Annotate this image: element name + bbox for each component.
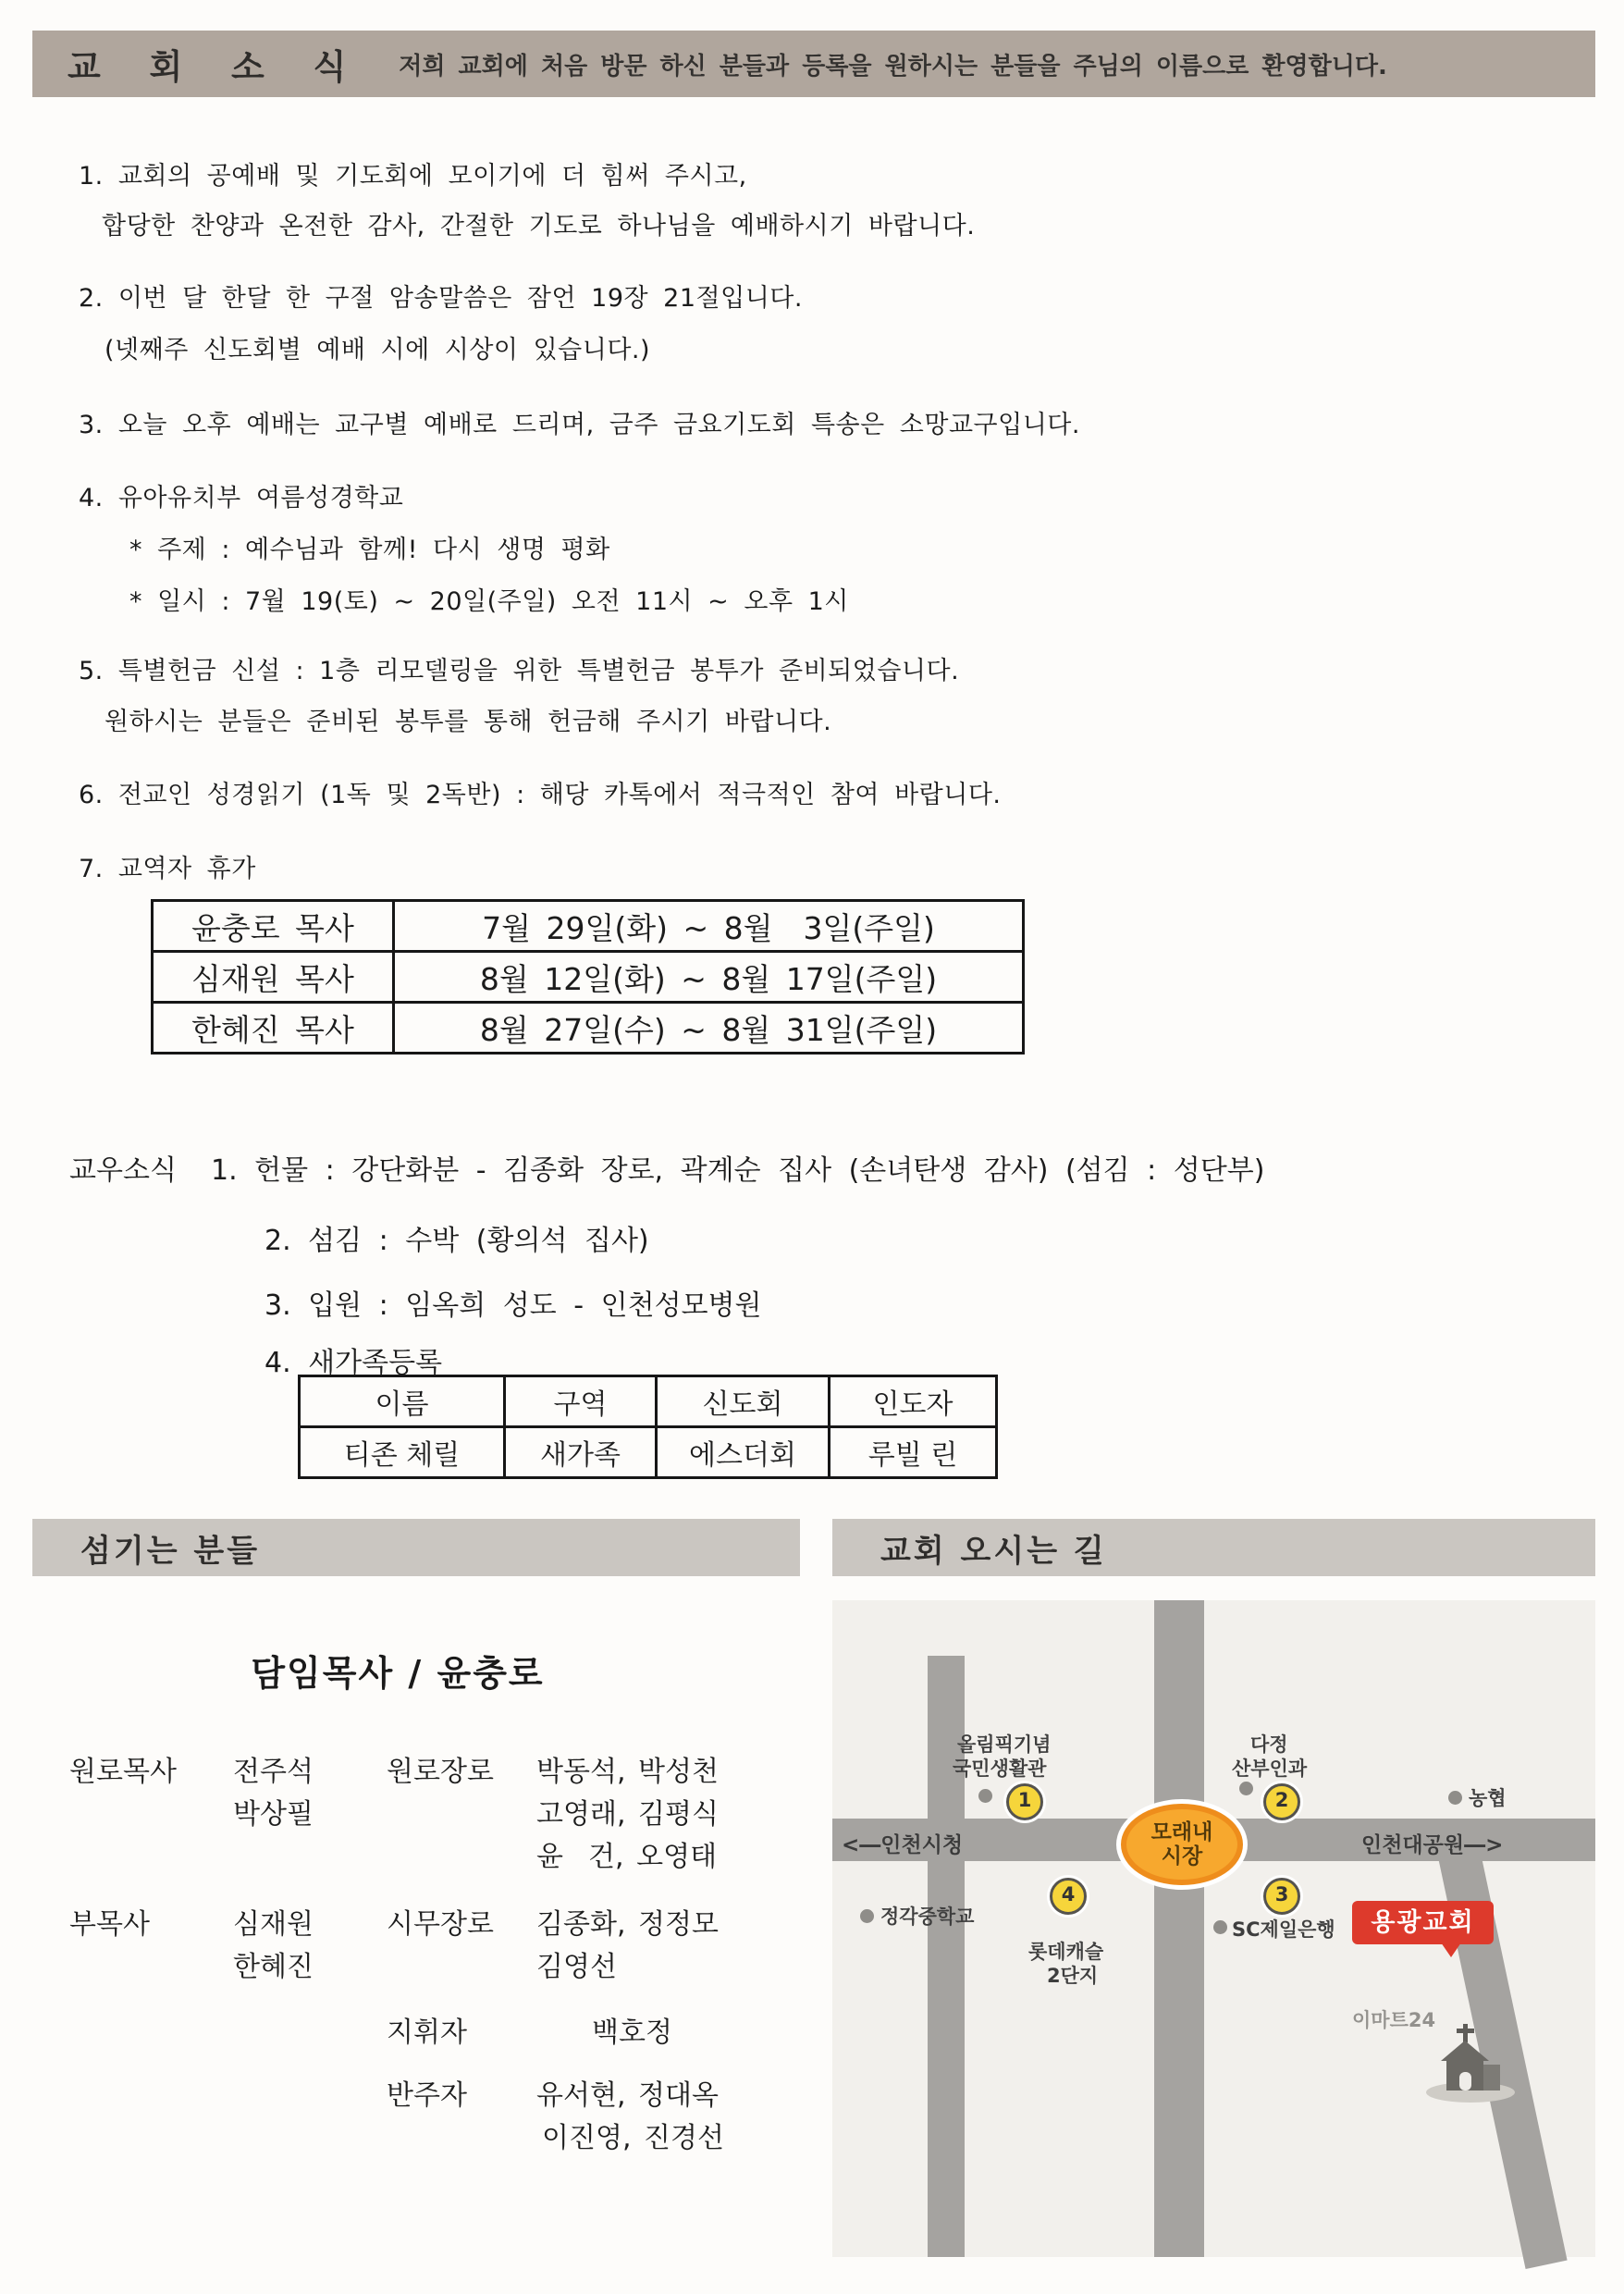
- staff-name: 김영선: [536, 1951, 617, 1983]
- announcement-3: 3. 오늘 오후 예배는 교구별 예배로 드리며, 금주 금요기도회 특송은 소망교구입니다.: [79, 411, 1080, 439]
- staff-name: 박상필: [233, 1798, 314, 1831]
- member-news-item-3: 3. 입원 : 임옥희 성도 - 인천성모병원: [265, 1289, 762, 1322]
- staff-name: 유서현, 정대옥: [536, 2079, 719, 2112]
- announcement-4-date: * 일시 : 7월 19(토) ~ 20일(주일) 오전 11시 ~ 오후 1시: [129, 587, 849, 616]
- servants-section-title: 섬기는 분들: [80, 1532, 261, 1570]
- vacation-period: 8월 12일(화) ~ 8월 17일(주일): [394, 952, 1024, 1003]
- pastor-name: 심재원 목사: [153, 952, 394, 1003]
- role-label-assistant-pastor: 부목사: [69, 1908, 150, 1941]
- map-marker-3: 3: [1263, 1878, 1300, 1915]
- col-header-district: 구역: [505, 1376, 657, 1427]
- announcement-5-line2: 원하시는 분들은 준비된 봉투를 통해 헌금해 주시기 바랍니다.: [105, 708, 832, 736]
- table-row: [300, 1427, 997, 1478]
- poi-dot-dajeong: [1239, 1782, 1253, 1795]
- poi-dot-sc-bank: [1213, 1920, 1227, 1934]
- newcomer-society: 에스더회: [657, 1427, 830, 1478]
- staff-name: 한혜진: [233, 1951, 314, 1983]
- role-label-conductor: 지휘자: [387, 2016, 467, 2049]
- announcement-1-line2: 합당한 찬양과 온전한 감사, 간절한 기도로 하나님을 예배하시기 바랍니다.: [102, 212, 976, 240]
- church-building-icon: [1422, 2018, 1519, 2103]
- market-label-line1: 모래내: [1150, 1820, 1213, 1844]
- announcement-2-line1: 2. 이번 달 한달 한 구절 암송말씀은 잠언 19장 21절입니다.: [79, 284, 803, 313]
- table-row: [153, 901, 1024, 952]
- col-header-society: 신도회: [657, 1376, 830, 1427]
- church-news-header-bar: [32, 31, 1595, 97]
- market-label-line2: 시장: [1161, 1844, 1203, 1868]
- pastor-name: 한혜진 목사: [153, 1003, 394, 1054]
- table-row: [153, 1003, 1024, 1054]
- label-lotte-castle-line2: 2단지: [1047, 1965, 1099, 1987]
- announcement-7: 7. 교역자 휴가: [79, 855, 256, 883]
- announcement-1-line1: 1. 교회의 공예배 및 기도회에 모이기에 더 힘써 주시고,: [79, 162, 747, 191]
- table-row: [153, 952, 1024, 1003]
- role-label-serving-elder: 시무장로: [387, 1908, 494, 1941]
- staff-name: 윤 건, 오영태: [536, 1841, 718, 1873]
- newcomer-name: 티존 체릴: [300, 1427, 505, 1478]
- map-marker-2: 2: [1263, 1783, 1300, 1820]
- vacation-period: 7월 29일(화) ~ 8월 3일(주일): [394, 901, 1024, 952]
- servants-section-bar: [32, 1519, 800, 1576]
- poi-dot-jeonggak: [860, 1909, 874, 1923]
- announcement-6: 6. 전교인 성경읽기 (1독 및 2독반) : 해당 카톡에서 적극적인 참여 바랍니다.: [79, 781, 1002, 809]
- member-news-label: 교우소식: [69, 1154, 177, 1187]
- yongkwang-church-sign: 용광교회: [1352, 1901, 1494, 1944]
- col-header-guide: 인도자: [830, 1376, 997, 1427]
- vacation-period: 8월 27일(수) ~ 8월 31일(주일): [394, 1003, 1024, 1054]
- staff-name: 전주석: [233, 1756, 314, 1788]
- staff-name: 김종화, 정정모: [536, 1908, 719, 1941]
- label-nonghyup: 농협: [1469, 1787, 1507, 1809]
- role-label-accompanist: 반주자: [387, 2079, 467, 2112]
- newcomer-district: 새가족: [505, 1427, 657, 1478]
- label-olympic-line2: 국민생활관: [953, 1758, 1047, 1780]
- label-lotte-castle-line1: 롯데캐슬: [1028, 1941, 1104, 1963]
- label-incheon-cityhall: <―인천시청: [842, 1833, 964, 1857]
- member-news-item-4: 4. 새가족등록: [265, 1347, 443, 1379]
- pastor-name: 윤충로 목사: [153, 901, 394, 952]
- map-marker-4: 4: [1050, 1878, 1087, 1915]
- label-olympic-line1: 올림픽기념: [957, 1733, 1052, 1756]
- member-news-item-1: 1. 헌물 : 강단화분 - 김종화 장로, 곽계순 집사 (손녀탄생 감사) (섬김 : 성단부): [211, 1154, 1265, 1187]
- poi-dot-olympic: [978, 1789, 992, 1803]
- announcement-4-topic: * 주제 : 예수님과 함께! 다시 생명 평화: [129, 536, 610, 564]
- church-news-title: 교 회 소 식: [68, 47, 355, 87]
- table-header-row: [300, 1376, 997, 1427]
- directions-map: [832, 1600, 1595, 2257]
- poi-dot-nonghyup: [1448, 1791, 1462, 1805]
- announcement-2-line2: (넷째주 신도회별 예배 시에 시상이 있습니다.): [105, 336, 651, 364]
- col-header-name: 이름: [300, 1376, 505, 1427]
- label-jeonggak-school: 정각중학교: [880, 1906, 975, 1928]
- newcomer-table: [298, 1375, 998, 1479]
- label-dajeong-line1: 다정: [1250, 1733, 1288, 1756]
- moraenae-market-badge: [1121, 1804, 1243, 1885]
- staff-name: 이진영, 진경선: [542, 2122, 724, 2154]
- label-incheon-grand-park: 인천대공원―>: [1361, 1833, 1504, 1857]
- staff-name: 심재원: [233, 1908, 314, 1941]
- staff-name: 백호정: [592, 2016, 672, 2049]
- announcement-5-line1: 5. 특별헌금 신설 : 1층 리모델링을 위한 특별헌금 봉투가 준비되었습니다.: [79, 657, 960, 685]
- map-marker-1: 1: [1006, 1783, 1043, 1820]
- label-sc-bank: SC제일은행: [1232, 1918, 1335, 1941]
- member-news-item-2: 2. 섬김 : 수박 (황의석 집사): [265, 1225, 649, 1257]
- label-emart24: 이마트24: [1352, 2009, 1436, 2031]
- label-dajeong-line2: 산부인과: [1232, 1758, 1308, 1780]
- directions-section-title: 교회 오시는 길: [880, 1532, 1107, 1570]
- role-label-emeritus-elder: 원로장로: [387, 1756, 494, 1788]
- announcement-4-line1: 4. 유아유치부 여름성경학교: [79, 484, 404, 512]
- staff-name: 박동석, 박성천: [536, 1756, 719, 1788]
- welcome-message: 저희 교회에 처음 방문 하신 분들과 등록을 원하시는 분들을 주님의 이름으로 환영합니다.: [399, 52, 1387, 80]
- directions-section-bar: [832, 1519, 1595, 1576]
- road-vertical-center: [1154, 1600, 1204, 2257]
- role-label-emeritus-pastor: 원로목사: [69, 1756, 177, 1788]
- pastor-vacation-table: [151, 899, 1025, 1054]
- staff-name: 고영래, 김평식: [536, 1798, 719, 1831]
- senior-pastor-title: 담임목사 / 윤충로: [251, 1653, 545, 1694]
- newcomer-guide: 루빌 린: [830, 1427, 997, 1478]
